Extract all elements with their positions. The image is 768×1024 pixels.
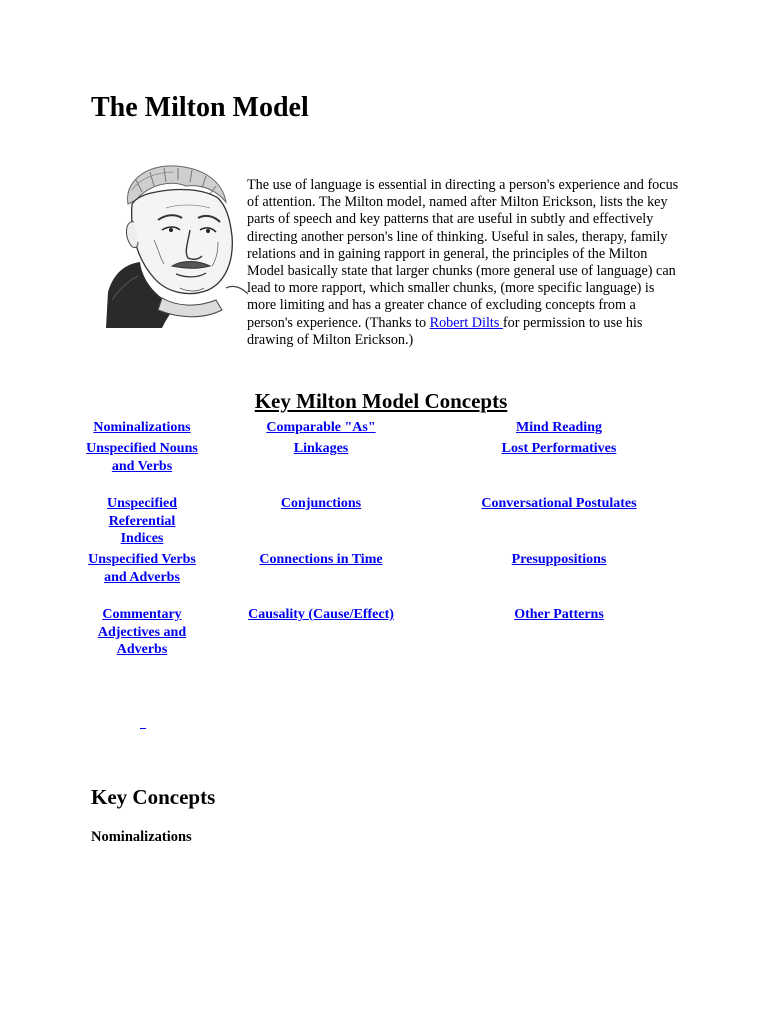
intro-text-end: for permission to use his drawing of Milton Erickson.) xyxy=(247,314,643,348)
concept-link-conversational-postulates[interactable]: Conversational Postulates xyxy=(481,496,637,511)
concept-link-other-patterns[interactable]: Other Patterns xyxy=(514,607,604,622)
concept-link-lost-performatives[interactable]: Lost Performatives xyxy=(501,441,617,456)
concept-link-nominalizations[interactable]: Nominalizations xyxy=(93,420,191,435)
concept-link-causality[interactable]: Causality (Cause/Effect) xyxy=(248,607,394,622)
concept-link-conjunctions[interactable]: Conjunctions xyxy=(280,496,362,511)
concept-link-unspecified-verbs-adverbs[interactable]: Unspecified Verbs and Adverbs xyxy=(88,552,196,585)
key-concepts-heading: Key Concepts xyxy=(91,785,216,809)
key-concepts-table-heading-text: Key Milton Model Concepts xyxy=(254,389,508,413)
concept-link-comparable-as[interactable]: Comparable "As" xyxy=(266,420,376,435)
concept-link-mind-reading[interactable]: Mind Reading xyxy=(516,420,602,435)
nominalizations-heading: Nominalizations xyxy=(91,829,192,845)
concept-link-commentary-adjectives-adverbs[interactable]: Commentary Adjectives and Adverbs xyxy=(97,607,187,657)
concept-link-presuppositions[interactable]: Presuppositions xyxy=(511,552,607,567)
concept-link-unspecified-nouns-verbs[interactable]: Unspecified Nouns and Verbs xyxy=(86,441,198,474)
empty-anchor-link[interactable] xyxy=(140,718,146,729)
concept-link-linkages[interactable]: Linkages xyxy=(293,441,349,456)
concept-link-unspecified-referential-indices[interactable]: Unspecified Referential Indices xyxy=(107,496,177,546)
concept-link-connections-in-time[interactable]: Connections in Time xyxy=(259,552,383,567)
page-title: The Milton Model xyxy=(91,92,309,123)
robert-dilts-link[interactable]: Robert Dilts xyxy=(429,314,503,331)
intro-text: The use of language is essential in directing a person's experience and focus of attention. The Milton model, named after Milton Erickson, lists the key parts of speech and key patterns that are useful in subtly and effectively directing another person's line of thinking. Useful in sales, therapy, family relations and in gaining rapport in general, the principles of the Milton Model basically state that larger chunks (more general use of language) can lead to more rapport, which smaller chunks, (more specific language) is more limiting and has a greater chance of excluding concepts from a person's experience. (Thanks to xyxy=(247,177,679,331)
